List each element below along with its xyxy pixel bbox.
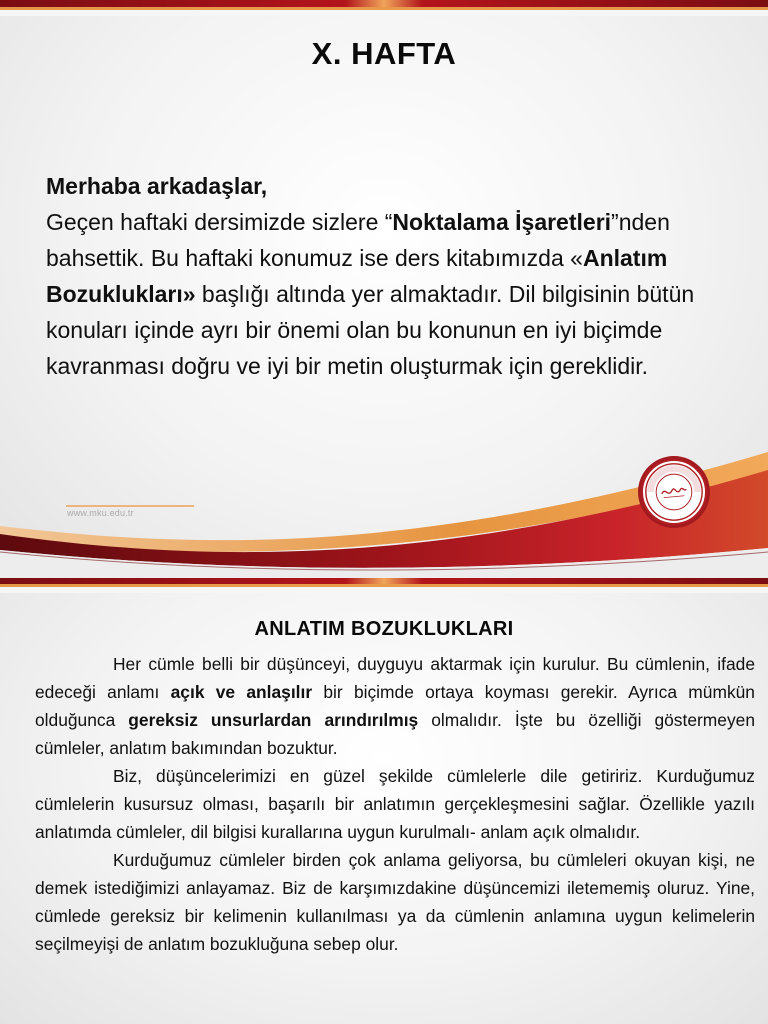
paragraph-2: Biz, düşüncelerimizi en güzel şekilde cümlelerle dile getiririz. Kurduğumuz cümlelerin kusursuz olması, başarılı bir anlatımın gerçekleşmesini sağlar. Özellikle yazılı anlatımda cümleler, dil bilgisi kurallarına uygun kurulmalı- anlam açık olmalıdır. — [35, 766, 755, 842]
intro-text-part: başlığı altında yer almaktadır. Dil bilgisinin bütün konuları içinde ayrı bir önemi olan bu konunun en iyi biçimde kavranması doğru ve iyi bir metin oluşturmak için gereklidir. — [46, 281, 695, 379]
greeting: Merhaba arkadaşlar, — [46, 173, 268, 199]
paragraph-1 — [35, 650, 755, 762]
top-decor-stripe — [0, 0, 768, 20]
university-seal-logo — [641, 459, 707, 525]
intro-bold-noktalama: Noktalama İşaretleri — [392, 209, 612, 235]
section-body — [35, 650, 755, 958]
url-underline — [66, 505, 194, 507]
bold-phrase: açık ve anlaşılır — [170, 682, 313, 702]
bold-phrase: gereksiz unsurlardan arındırılmış — [128, 710, 419, 730]
section-title: ANLATIM BOZUKLUKLARI — [254, 618, 514, 640]
website-url[interactable]: www.mku.edu.tr — [67, 508, 134, 518]
paragraph-text: bir biçimde ortaya koyması gerekir. Ayrıca mümkün olduğunca — [35, 682, 755, 730]
intro-text-part: ”nden bahsettik. Bu haftaki konumuz ise ders kitabımızda « — [46, 209, 670, 271]
paragraph-3: Kurduğumuz cümleler birden çok anlama geliyorsa, bu cümleleri okuyan kişi, ne demek istediğimizi anlayamaz. Biz de karşımızdakine düşüncemizi iletememiş oluruz. Yine, cümlede gereksiz bir kelimenin kullanılması ya da cümlenin anlamına uygun kelimelerin seçilmeyişi de anlatım bozukluğuna sebep olur. — [35, 850, 755, 954]
intro-text-part: Geçen haftaki dersimizde sizlere “ — [46, 209, 393, 235]
paragraph-text: olmalıdır. İşte bu özelliği göstermeyen cümleler, anlatım bakımından bozuktur. — [35, 710, 755, 758]
paragraph-text: Her cümle belli bir düşünceyi, duyguyu aktarmak için kurulur. Bu cümlenin, ifade edeceği anlamı — [35, 654, 755, 702]
top-decor-stripe — [0, 578, 768, 598]
intro-text — [46, 168, 726, 384]
intro-bold-anlatim: Anlatım Bozuklukları» — [46, 245, 668, 307]
slide-title: X. HAFTA — [311, 36, 457, 71]
